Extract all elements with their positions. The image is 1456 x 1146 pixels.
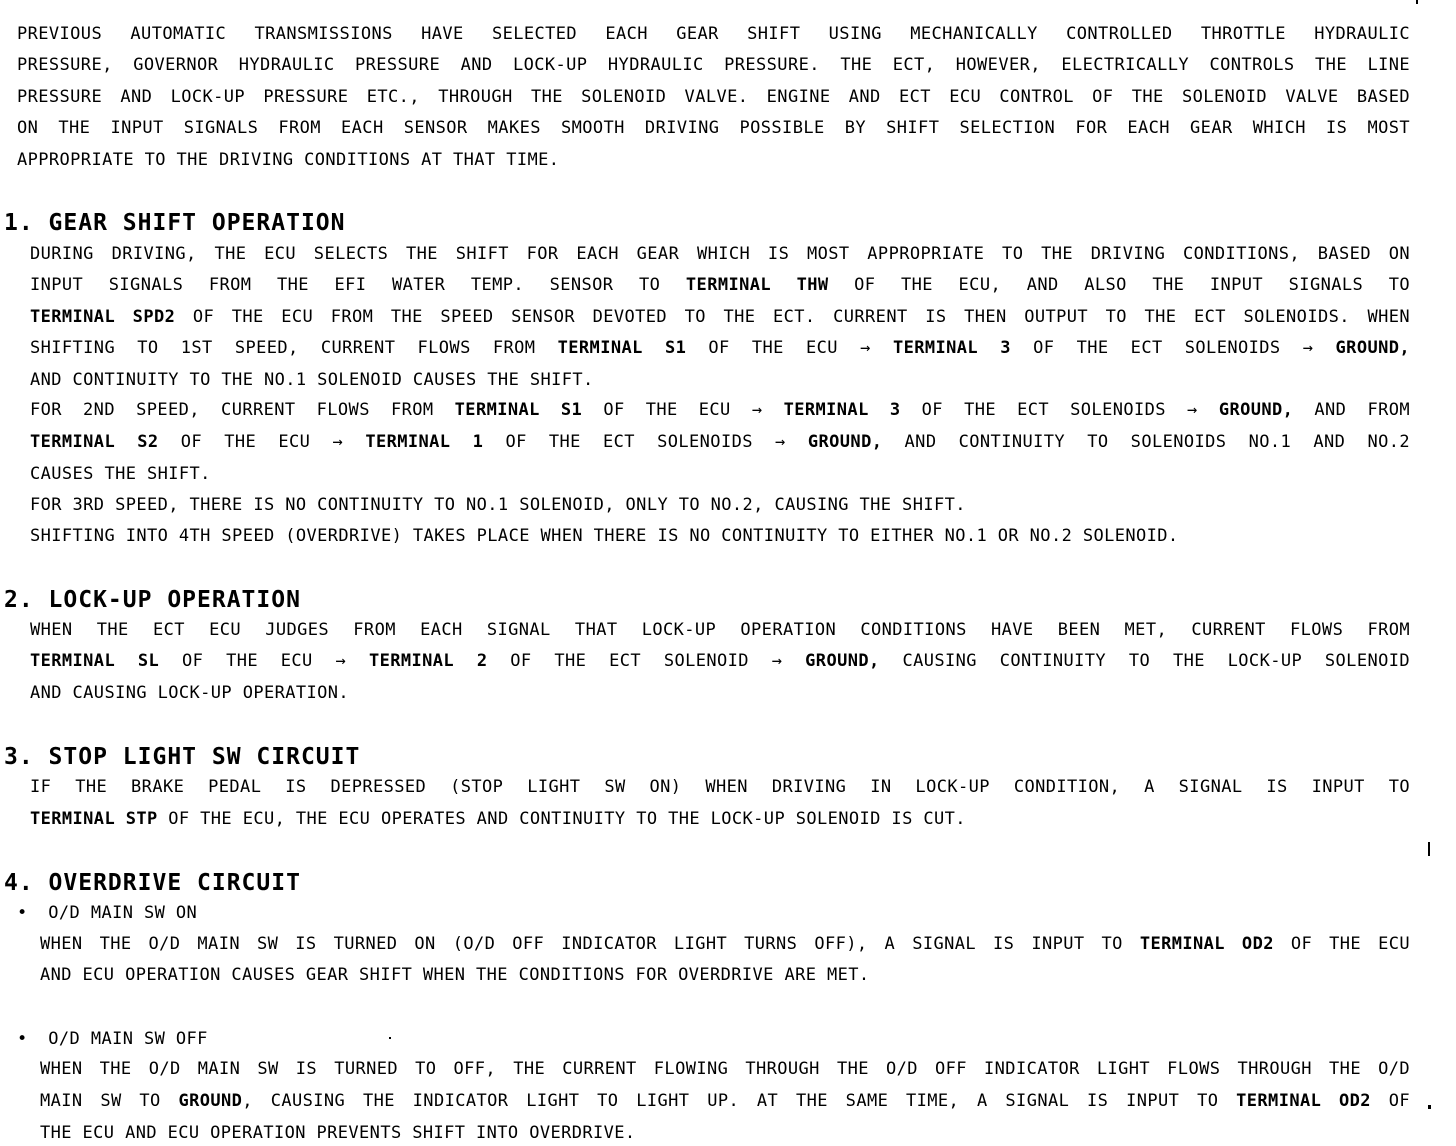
text-run: OF THE ECT SOLENOIDS → <box>1010 338 1336 358</box>
body-line <box>30 683 349 703</box>
section-heading: 2. LOCK-UP OPERATION <box>4 587 301 613</box>
body-line <box>40 934 1410 954</box>
text-run: FOR 3RD SPEED, THERE IS NO CONTINUITY TO NO.1 SOLENOID, ONLY TO NO.2, CAUSING THE SHIFT. <box>30 495 966 515</box>
intro-line <box>17 87 1410 107</box>
scan-speck <box>1428 842 1430 856</box>
text-run: OF THE ECU, THE ECU OPERATES AND CONTINUITY TO THE LOCK-UP SOLENOID IS CUT. <box>157 809 966 829</box>
scan-speck <box>1428 1105 1431 1109</box>
bold-term: TERMINAL 3 <box>783 400 901 420</box>
bold-term: TERMINAL OD2 <box>1139 934 1274 954</box>
body-line <box>30 370 594 390</box>
text-run: IF THE BRAKE PEDAL IS DEPRESSED (STOP LIGHT SW ON) WHEN DRIVING IN LOCK-UP CONDITION, A SIGNAL IS INPUT TO <box>30 777 1410 797</box>
text-run: OF THE ECU <box>1273 934 1410 954</box>
body-line <box>30 338 1410 358</box>
text-run: OF THE ECU → <box>686 338 893 358</box>
bold-term: GROUND <box>178 1091 243 1111</box>
body-line <box>30 620 1410 640</box>
text-run: AND CAUSING LOCK-UP OPERATION. <box>30 683 350 703</box>
bold-term: TERMINAL S1 <box>454 400 583 420</box>
text-run: AND CONTINUITY TO THE NO.1 SOLENOID CAUSES THE SHIFT. <box>30 370 594 390</box>
body-line <box>30 307 1410 327</box>
bold-term: TERMINAL SL <box>30 651 160 671</box>
text-run: OF THE ECT SOLENOIDS → <box>483 432 808 452</box>
text-run: AND FROM <box>1293 400 1411 420</box>
text-run: OF THE ECT SOLENOIDS → <box>900 400 1219 420</box>
body-line <box>30 464 211 484</box>
section-heading: 4. OVERDRIVE CIRCUIT <box>4 870 301 896</box>
text-run: AND ECU OPERATION CAUSES GEAR SHIFT WHEN THE CONDITIONS FOR OVERDRIVE ARE MET. <box>40 965 870 985</box>
text-run: , CAUSING THE INDICATOR LIGHT TO LIGHT UP. AT THE SAME TIME, A SIGNAL IS INPUT TO <box>242 1091 1237 1111</box>
text-run: OF THE ECU → <box>158 432 366 452</box>
od-switch-item <box>17 1029 208 1049</box>
text-run: CAUSING CONTINUITY TO THE LOCK-UP SOLENOID <box>879 651 1410 671</box>
text-run: WHEN THE ECT ECU JUDGES FROM EACH SIGNAL THAT LOCK-UP OPERATION CONDITIONS HAVE BEEN MET, CURRENT FLOWS FROM <box>30 620 1410 640</box>
intro-line <box>17 24 1410 44</box>
text-run: PRESSURE, GOVERNOR HYDRAULIC PRESSURE AND LOCK-UP HYDRAULIC PRESSURE. THE ECT, HOWEVER, ELECTRICALLY CONTROLS THE LINE <box>17 55 1410 75</box>
text-run: ON THE INPUT SIGNALS FROM EACH SENSOR MAKES SMOOTH DRIVING POSSIBLE BY SHIFT SELECTION FOR EACH GEAR WHICH IS MOST <box>17 118 1410 138</box>
text-run: OF <box>1370 1091 1411 1111</box>
text-run: OF THE ECT SOLENOID → <box>487 651 806 671</box>
text-run: SHIFTING TO 1ST SPEED, CURRENT FLOWS FROM <box>30 338 558 358</box>
bold-term: TERMINAL 3 <box>892 338 1011 358</box>
bold-term: TERMINAL S1 <box>557 338 687 358</box>
body-line <box>30 651 1410 671</box>
body-line <box>40 1059 1410 1079</box>
intro-line <box>17 55 1410 75</box>
text-run: THE ECU AND ECU OPERATION PREVENTS SHIFT INTO OVERDRIVE. <box>40 1123 636 1143</box>
text-run: INPUT SIGNALS FROM THE EFI WATER TEMP. SENSOR TO <box>30 275 686 295</box>
text-run: AND CONTINUITY TO SOLENOIDS NO.1 AND NO.2 <box>882 432 1410 452</box>
text-run: OF THE ECU → <box>159 651 369 671</box>
bold-term: TERMINAL S2 <box>30 432 159 452</box>
bold-term: TERMINAL OD2 <box>1236 1091 1371 1111</box>
body-line <box>30 526 1179 546</box>
text-run: WHEN THE O/D MAIN SW IS TURNED ON (O/D OFF INDICATOR LIGHT TURNS OFF), A SIGNAL IS INPUT TO <box>40 934 1140 954</box>
od-switch-item <box>17 903 197 923</box>
text-run: OF THE ECU, AND ALSO THE INPUT SIGNALS TO <box>828 275 1411 295</box>
bold-term: TERMINAL THW <box>685 275 829 295</box>
section-heading: 3. STOP LIGHT SW CIRCUIT <box>4 744 361 770</box>
scan-speck <box>1416 0 1418 4</box>
body-line <box>40 1091 1410 1111</box>
text-run: APPROPRIATE TO THE DRIVING CONDITIONS AT THAT TIME. <box>17 150 560 170</box>
text-run: OF THE ECU FROM THE SPEED SENSOR DEVOTED TO THE ECT. CURRENT IS THEN OUTPUT TO THE ECT SOLENOIDS. WHEN <box>175 307 1410 327</box>
bullet-icon: • <box>17 903 28 923</box>
text-run: FOR 2ND SPEED, CURRENT FLOWS FROM <box>30 400 455 420</box>
body-line <box>30 432 1410 452</box>
bullet-icon: • <box>17 1029 28 1049</box>
text-run: CAUSES THE SHIFT. <box>30 464 211 484</box>
bold-term: TERMINAL 1 <box>365 432 484 452</box>
bold-term: TERMINAL STP <box>30 809 158 829</box>
body-line <box>30 495 966 515</box>
body-line <box>30 400 1410 420</box>
text-run: DURING DRIVING, THE ECU SELECTS THE SHIFT FOR EACH GEAR WHICH IS MOST APPROPRIATE TO THE DRIVING CONDITIONS, BASED ON <box>30 244 1410 264</box>
od-item-title: O/D MAIN SW ON <box>48 903 198 923</box>
bold-term: TERMINAL SPD2 <box>30 307 176 327</box>
body-line <box>30 809 966 829</box>
bold-term: GROUND, <box>1335 338 1410 358</box>
scan-speck <box>389 1037 391 1039</box>
bold-term: GROUND, <box>807 432 883 452</box>
intro-line <box>17 118 1410 138</box>
bold-term: GROUND, <box>1218 400 1294 420</box>
od-item-title: O/D MAIN SW OFF <box>48 1029 208 1049</box>
body-line <box>40 1123 636 1143</box>
intro-line <box>17 150 559 170</box>
body-line <box>30 244 1410 264</box>
body-line <box>40 965 870 985</box>
text-run: PREVIOUS AUTOMATIC TRANSMISSIONS HAVE SELECTED EACH GEAR SHIFT USING MECHANICALLY CONTROLLED THROTTLE HYDRAULIC <box>17 24 1410 44</box>
body-line <box>30 275 1410 295</box>
text-run: OF THE ECU → <box>582 400 784 420</box>
section-heading: 1. GEAR SHIFT OPERATION <box>4 210 346 236</box>
bold-term: GROUND, <box>805 651 880 671</box>
text-run: MAIN SW TO <box>40 1091 179 1111</box>
bold-term: TERMINAL 2 <box>368 651 488 671</box>
text-run: WHEN THE O/D MAIN SW IS TURNED TO OFF, THE CURRENT FLOWING THROUGH THE O/D OFF INDICATOR LIGHT FLOWS THROUGH THE O/D <box>40 1059 1410 1079</box>
body-line <box>30 777 1410 797</box>
text-run: PRESSURE AND LOCK-UP PRESSURE ETC., THROUGH THE SOLENOID VALVE. ENGINE AND ECT ECU CONTROL OF THE SOLENOID VALVE BASED <box>17 87 1410 107</box>
text-run: SHIFTING INTO 4TH SPEED (OVERDRIVE) TAKES PLACE WHEN THERE IS NO CONTINUITY TO EITHER NO.1 OR NO.2 SOLENOID. <box>30 526 1179 546</box>
